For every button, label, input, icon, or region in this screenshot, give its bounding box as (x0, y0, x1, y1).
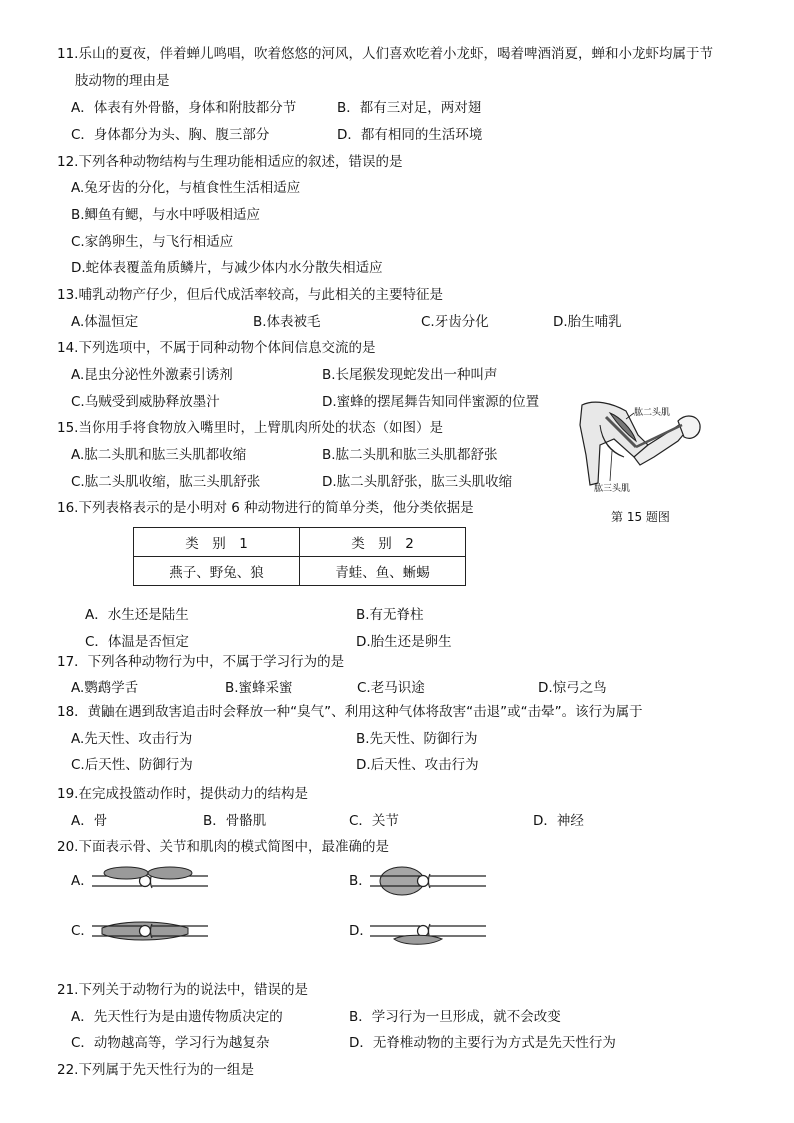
table-header-cell: 类 别 1 (134, 528, 300, 557)
biceps-label: 肱二头肌 (634, 408, 671, 418)
q11-stem-line2: 肢动物的理由是 (75, 73, 170, 89)
bone-joint-diagram-b (370, 860, 486, 902)
q11-option-b: B．都有三对足，两对翅 (337, 100, 482, 116)
q21-option-b: B．学习行为一旦形成，就不会改变 (349, 1009, 561, 1025)
q22-stem: 22.下列属于先天性行为的一组是 (57, 1062, 254, 1078)
q20-option-b: B． (349, 873, 372, 889)
q17-option-d: D.惊弓之鸟 (538, 680, 607, 696)
q17-option-b: B.蜜蜂采蜜 (225, 680, 293, 696)
q12-option-a: A.兔牙齿的分化，与植食性生活相适应 (71, 180, 301, 196)
q17-option-a: A.鹦鹉学舌 (71, 680, 139, 696)
q18-option-d: D.后天性、攻击行为 (356, 757, 479, 773)
q15-option-a: A.肱二头肌和肱三头肌都收缩 (71, 447, 247, 463)
q14-option-a: A.昆虫分泌性外激素引诱剂 (71, 367, 233, 383)
table-header-row (134, 528, 466, 557)
bone-joint-diagram-c (92, 910, 208, 952)
q20-option-d: D． (349, 923, 373, 939)
q20-option-c: C． (71, 923, 94, 939)
q19-option-c: C．关节 (349, 813, 399, 829)
q14-option-b: B.长尾猴发现蛇发出一种叫声 (322, 367, 498, 383)
q11-option-c: C．身体都分为头、胸、腹三部分 (71, 127, 270, 143)
arm-muscle-figure (574, 395, 709, 498)
q17-option-c: C.老马识途 (357, 680, 425, 696)
q19-stem: 19.在完成投篮动作时，提供动力的结构是 (57, 786, 308, 802)
q11-option-d: D．都有相同的生活环境 (337, 127, 483, 143)
q19-option-a: A．骨 (71, 813, 108, 829)
q13-option-b: B.体表被毛 (253, 314, 321, 330)
q16-option-b: B.有无脊柱 (356, 607, 424, 623)
q13-option-d: D.胎生哺乳 (553, 314, 622, 330)
q20-option-a: A． (71, 873, 94, 889)
table-header-cell: 类 别 2 (300, 528, 466, 557)
q21-stem: 21.下列关于动物行为的说法中，错误的是 (57, 982, 308, 998)
bone-joint-diagram-a (92, 860, 208, 902)
q14-option-c: C.乌贼受到威胁释放墨汁 (71, 394, 220, 410)
bone-joint-diagram-d (370, 910, 486, 952)
q12-stem: 12.下列各种动物结构与生理功能相适应的叙述，错误的是 (57, 154, 403, 170)
q21-option-c: C．动物越高等，学习行为越复杂 (71, 1035, 270, 1051)
table-cell: 青蛙、鱼、蜥蜴 (300, 557, 466, 586)
q11-option-a: A．体表有外骨骼，身体和附肢都分节 (71, 100, 297, 116)
q15-option-c: C.肱二头肌收缩，肱三头肌舒张 (71, 474, 261, 490)
q13-option-a: A.体温恒定 (71, 314, 139, 330)
q16-option-d: D.胎生还是卵生 (356, 634, 452, 650)
q18-option-b: B.先天性、防御行为 (356, 731, 478, 747)
q16-stem: 16.下列表格表示的是小明对 6 种动物进行的简单分类，他分类依据是 (57, 500, 474, 516)
q11-stem-line1: 11.乐山的夏夜，伴着蝉儿鸣唱，吹着悠悠的河风，人们喜欢吃着小龙虾，喝着啤酒消夏，蝉和小龙虾均属于节 (57, 46, 713, 62)
q18-option-a: A.先天性、攻击行为 (71, 731, 193, 747)
q13-stem: 13.哺乳动物产仔少，但后代成活率较高，与此相关的主要特征是 (57, 287, 443, 303)
q12-option-c: C.家鸽卵生，与飞行相适应 (71, 234, 234, 250)
figure-caption: 第 15 题图 (611, 510, 670, 524)
q18-stem: 18．黄鼬在遇到敌害追击时会释放一种“臭气”、利用这种气体将敌害“击退”或“击晕”。该行为属于 (57, 704, 643, 720)
q18-option-c: C.后天性、防御行为 (71, 757, 193, 773)
q16-option-c: C．体温是否恒定 (85, 634, 189, 650)
table-cell: 燕子、野兔、狼 (134, 557, 300, 586)
q14-stem: 14.下列选项中，不属于同种动物个体间信息交流的是 (57, 340, 376, 356)
q15-stem: 15.当你用手将食物放入嘴里时，上臂肌肉所处的状态（如图）是 (57, 420, 443, 436)
table-row (134, 557, 466, 586)
triceps-label: 肱三头肌 (594, 484, 631, 494)
q19-option-d: D．神经 (533, 813, 584, 829)
q20-stem: 20.下面表示骨、关节和肌肉的模式简图中，最准确的是 (57, 839, 389, 855)
q15-option-b: B.肱二头肌和肱三头肌都舒张 (322, 447, 498, 463)
q19-option-b: B．骨骼肌 (203, 813, 267, 829)
classification-table (133, 527, 466, 586)
q21-option-d: D．无脊椎动物的主要行为方式是先天性行为 (349, 1035, 616, 1051)
q13-option-c: C.牙齿分化 (421, 314, 489, 330)
q14-option-d: D.蜜蜂的摆尾舞告知同伴蜜源的位置 (322, 394, 540, 410)
q15-option-d: D.肱二头肌舒张，肱三头肌收缩 (322, 474, 513, 490)
q12-option-d: D.蛇体表覆盖角质鳞片，与减少体内水分散失相适应 (71, 260, 383, 276)
q17-stem: 17．下列各种动物行为中，不属于学习行为的是 (57, 654, 345, 670)
q16-option-a: A．水生还是陆生 (85, 607, 189, 623)
q21-option-a: A．先天性行为是由遗传物质决定的 (71, 1009, 283, 1025)
q12-option-b: B.鲫鱼有鳃，与水中呼吸相适应 (71, 207, 261, 223)
